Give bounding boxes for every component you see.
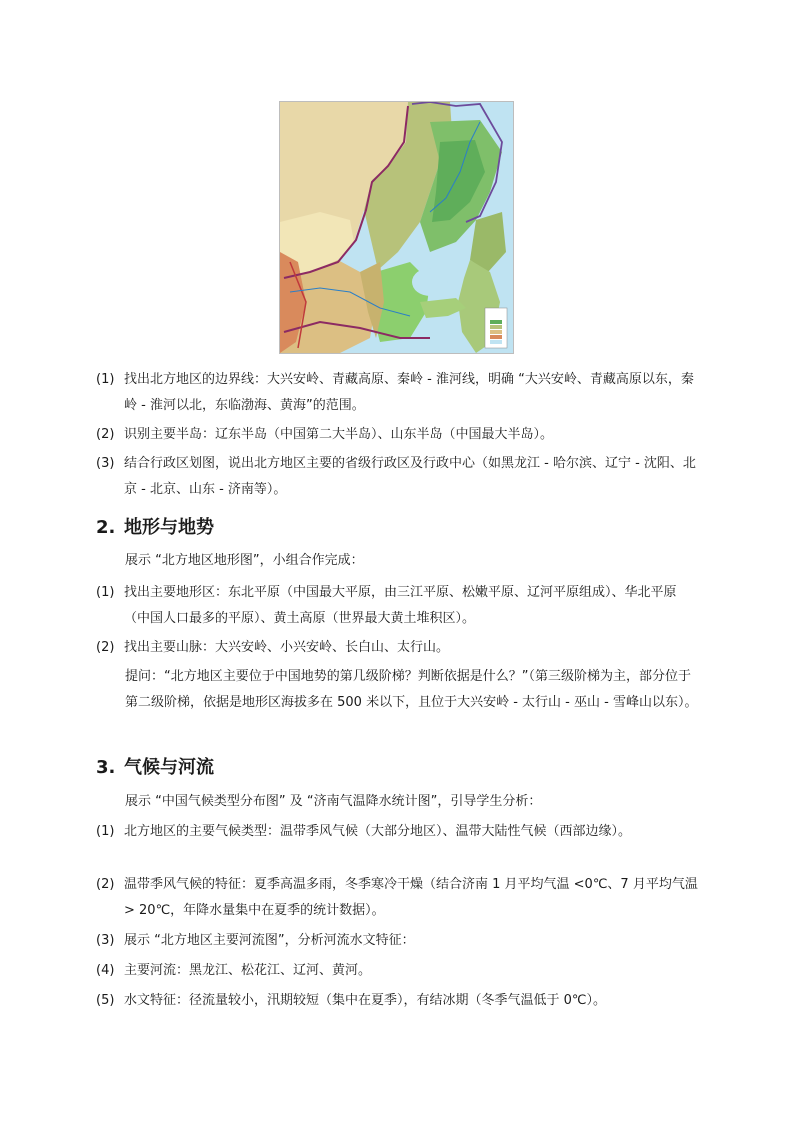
item-number: (2): [96, 640, 115, 655]
list-item: [96, 988, 702, 1014]
section-intro: 展示 “北方地区地形图”，小组合作完成：: [125, 553, 364, 568]
section-title: 气候与河流: [124, 757, 214, 778]
item-number: (1): [96, 585, 115, 600]
item-number: (3): [96, 456, 115, 471]
item-text: 找出主要地形区：东北平原（中国最大平原，由三江平原、松嫩平原、辽河平原组成）、华北平原（中国人口最多的平原）、黄土高原（世界最大黄土堆积区）。: [124, 585, 677, 626]
list-item: [96, 580, 702, 632]
item-number: (1): [96, 824, 115, 839]
list-item: [96, 451, 702, 503]
section-title: 地形与地势: [124, 517, 214, 538]
item-number: (3): [96, 933, 115, 948]
item-number: (1): [96, 372, 115, 387]
item-number: (5): [96, 993, 115, 1008]
list-item: [96, 819, 702, 845]
item-text: 结合行政区划图，说出北方地区主要的省级行政区及行政中心（如黑龙江 - 哈尔滨、辽宁 - 沈阳、北京 - 北京、山东 - 济南等）。: [124, 456, 696, 497]
item-number: (2): [96, 877, 115, 892]
item-number: (2): [96, 427, 115, 442]
list-item: [96, 367, 702, 419]
item-text: 北方地区的主要气候类型：温带季风气候（大部分地区）、温带大陆性气候（西部边缘）。: [124, 824, 632, 839]
section-heading: [96, 755, 214, 781]
section-intro: 展示 “中国气候类型分布图” 及 “济南气温降水统计图”，引导学生分析：: [125, 794, 542, 809]
item-number: (4): [96, 963, 115, 978]
item-text: 水文特征：径流量较小，汛期较短（集中在夏季），有结冰期（冬季气温低于 0℃）。: [124, 993, 607, 1008]
list-item: [96, 928, 702, 954]
section-heading: [96, 515, 214, 541]
item-text: 识别主要半岛：辽东半岛（中国第二大半岛）、山东半岛（中国最大半岛）。: [124, 427, 554, 442]
north-china-topographic-map: [279, 101, 514, 354]
item-text: 展示 “北方地区主要河流图”，分析河流水文特征：: [124, 933, 415, 948]
list-item: [96, 872, 702, 924]
item-text: 主要河流：黑龙江、松花江、辽河、黄河。: [124, 963, 372, 978]
item-text: 找出北方地区的边界线：大兴安岭、青藏高原、秦岭 - 淮河线，明确 “大兴安岭、青藏高原以东，秦岭 - 淮河以北，东临渤海、黄海”的范围。: [124, 372, 694, 413]
list-item: [96, 958, 702, 984]
list-item: [96, 422, 702, 448]
discussion-question: 提问：“北方地区主要位于中国地势的第几级阶梯？判断依据是什么？”（第三级阶梯为主，部分位于第二级阶梯，依据是地形区海拔多在 500 米以下，且位于大兴安岭 - 太行山 - 巫山 - 雪峰山以东）。: [125, 669, 698, 710]
item-text: 温带季风气候的特征：夏季高温多雨，冬季寒冷干燥（结合济南 1 月平均气温 <0℃、7 月平均气温> 20℃，年降水量集中在夏季的统计数据）。: [124, 877, 698, 918]
section-number: 3.: [96, 757, 116, 778]
section-number: 2.: [96, 517, 116, 538]
item-text: 找出主要山脉：大兴安岭、小兴安岭、长白山、太行山。: [124, 640, 450, 655]
list-item: [96, 635, 702, 661]
